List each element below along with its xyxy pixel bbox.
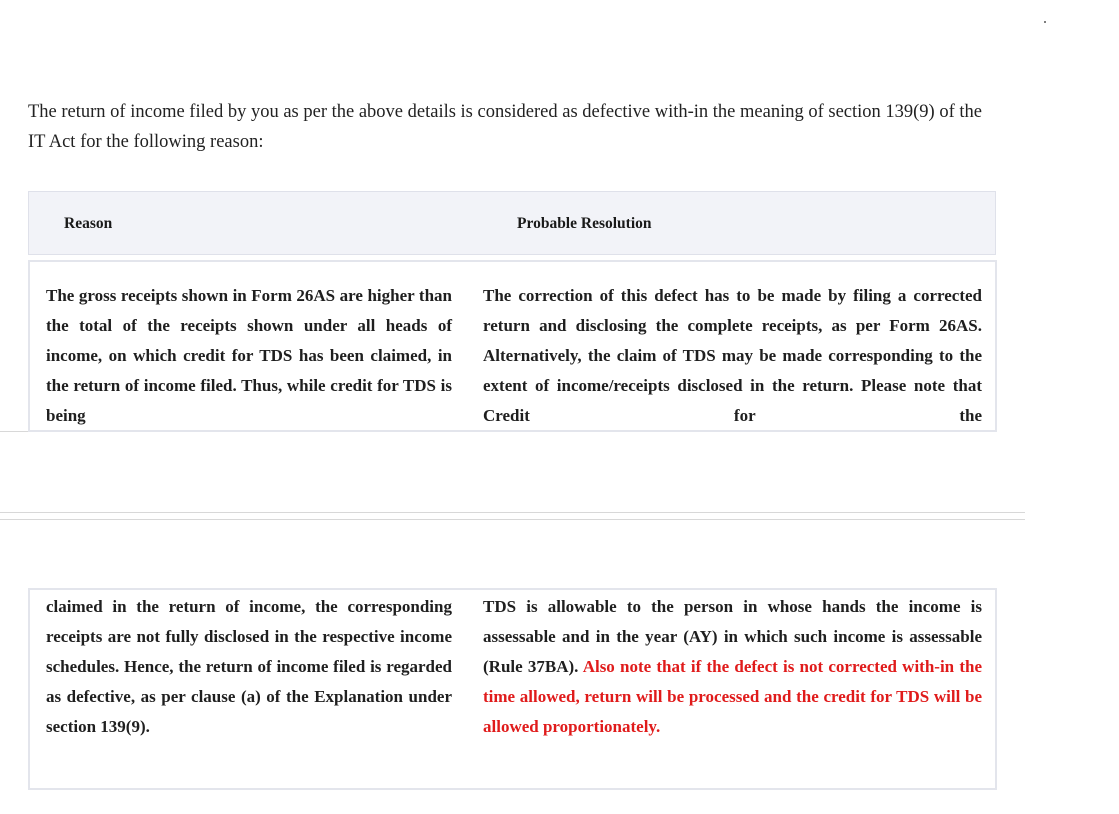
reason-cell-part-1: The gross receipts shown in Form 26AS are higher than the total of the receipts shown under all heads of income, on which credit for TDS has been claimed, in the return of income filed. Thus, while credit for TDS is being — [46, 286, 452, 425]
intro-paragraph: The return of income filed by you as per the above details is considered as defective with-in the meaning of section 139(9) of the IT Act for the following reason: — [28, 102, 982, 152]
table-row-page-2 — [28, 588, 997, 790]
resolution-cell-part-2 — [483, 592, 982, 742]
table-header — [28, 191, 996, 255]
page-break-line-a — [0, 512, 1025, 513]
corner-dot — [1044, 21, 1046, 23]
table-row-page-1 — [28, 260, 997, 432]
page-break-line-top — [0, 431, 28, 432]
header-probable-resolution: Probable Resolution — [517, 215, 652, 232]
resolution-normal-text: TDS is allowable to the person in whose hands the income is assessable and in the year (AY) in which such income is assessable (Rule 37BA). — [483, 597, 982, 676]
reason-cell-part-2: claimed in the return of income, the corresponding receipts are not fully disclosed in the respective income schedules. Hence, the return of income filed is regarded as defective, as per clause (a) of the Explanation under section 139(9). — [46, 597, 452, 736]
resolution-warning-text: Also note that if the defect is not corrected with-in the time allowed, return will be processed and the credit for TDS will be allowed proportionately. — [483, 657, 982, 736]
header-reason: Reason — [64, 215, 113, 232]
page-break-line-b — [0, 519, 1025, 520]
resolution-cell-part-1: The correction of this defect has to be made by filing a corrected return and disclosing the complete receipts, as per Form 26AS. Alternatively, the claim of TDS may be made corresponding to the extent of income/receipts disclosed in the return. Please note that Credit for the — [483, 286, 982, 425]
